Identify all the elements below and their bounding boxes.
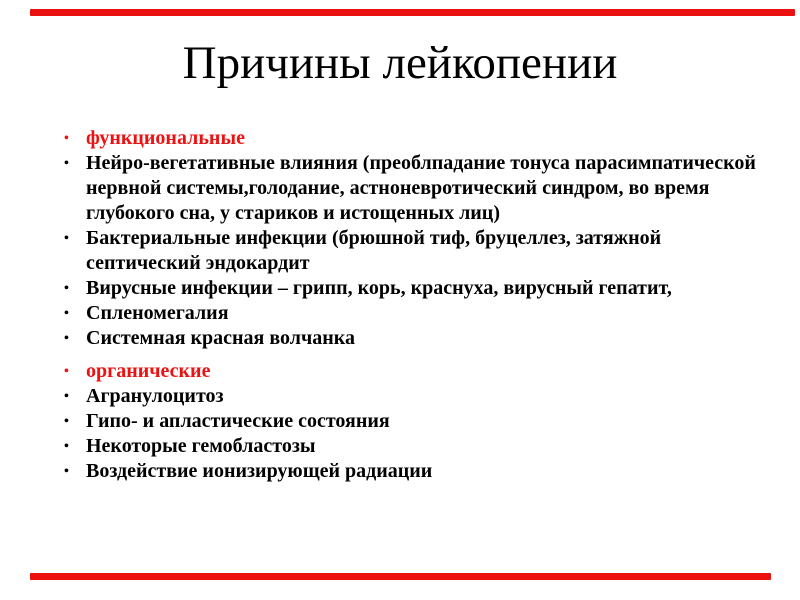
bullet-icon: • (64, 331, 69, 346)
bullet-icon: • (64, 364, 69, 379)
bullet-icon: • (64, 464, 69, 479)
list-item-text: Бактериальные инфекции (брюшной тиф, бруцеллез, затяжной септический эндокардит (86, 227, 662, 274)
bullet-list (56, 126, 756, 484)
list-item-text: Агранулоцитоз (86, 385, 224, 407)
bullet-icon: • (64, 439, 69, 454)
group-header-organic (56, 359, 756, 384)
list-item-text: Спленомегалия (86, 302, 229, 324)
list-item-text: Некоторые гемобластозы (86, 435, 316, 457)
list-item-text: Воздействие ионизирующей радиации (86, 460, 433, 482)
slide-title: Причины лейкопении (182, 37, 618, 89)
list-item (56, 434, 756, 459)
bullet-icon: • (64, 231, 69, 246)
bullet-icon: • (64, 156, 69, 171)
bullet-icon: • (64, 281, 69, 296)
list-item (56, 276, 756, 301)
list-item (56, 384, 756, 409)
list-item-text: Вирусные инфекции – грипп, корь, краснуха, вирусный гепатит, (86, 277, 672, 299)
list-item-text: Нейро-вегетативные влияния (преоблпадание тонуса парасимпатической нервной системы,голодание, астноневротический синдром, во время глубокого сна, у стариков и истощенных лиц) (86, 152, 756, 224)
bullet-icon: • (64, 306, 69, 321)
list-item-text: Системная красная волчанка (86, 327, 356, 349)
bullet-icon: • (64, 131, 69, 146)
group-header-functional (56, 126, 756, 151)
list-item (56, 151, 756, 226)
list-item (56, 301, 756, 326)
bullet-icon: • (64, 389, 69, 404)
bottom-accent-bar (30, 573, 771, 580)
list-item (56, 459, 756, 484)
group-gap (56, 351, 756, 359)
group-header-label: функциональные (86, 127, 245, 149)
list-item (56, 409, 756, 434)
bullet-icon: • (64, 414, 69, 429)
list-item-text: Гипо- и апластические состояния (86, 410, 390, 432)
list-item (56, 326, 756, 351)
top-accent-bar (30, 9, 795, 16)
group-header-label: органические (86, 360, 211, 382)
list-item (56, 226, 756, 276)
